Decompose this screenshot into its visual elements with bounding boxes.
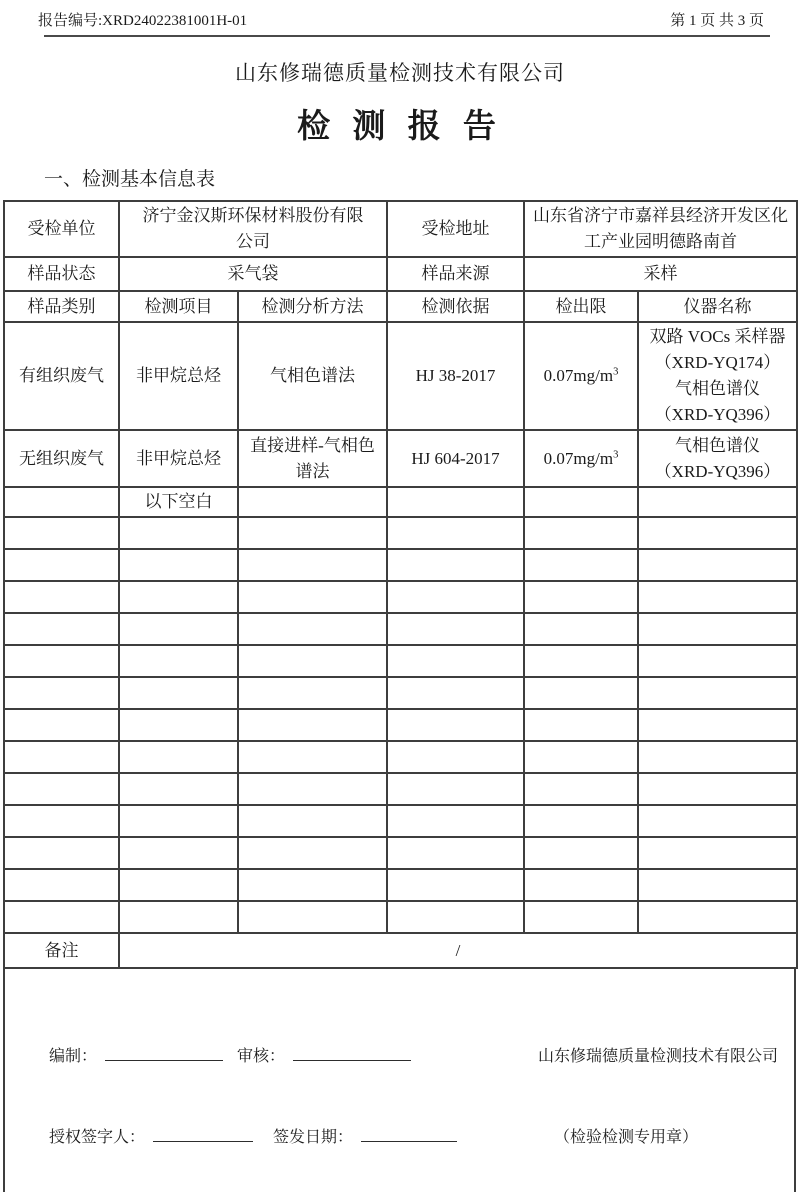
empty-cell: [638, 645, 797, 677]
empty-cell: [119, 837, 238, 869]
empty-table-row: [4, 677, 797, 709]
empty-cell: [4, 549, 119, 581]
empty-cell: [4, 487, 119, 517]
sample-source-value: 采样: [524, 257, 797, 291]
remark-value: /: [119, 933, 797, 968]
cell-category: 无组织废气: [4, 430, 119, 487]
empty-table-row: [4, 613, 797, 645]
inspected-address-value: 山东省济宁市嘉祥县经济开发区化工产业园明德路南首: [524, 201, 797, 257]
empty-cell: [387, 773, 524, 805]
blank-note-row: [4, 487, 797, 517]
empty-cell: [524, 549, 638, 581]
empty-cell: [387, 869, 524, 901]
empty-table-row: [4, 837, 797, 869]
inspected-address-label: 受检地址: [387, 201, 524, 257]
issue-date-label: 签发日期：: [273, 1129, 354, 1146]
cell-detection-limit: $0.07mg/m^3$: [524, 322, 638, 430]
info-table-body: [4, 201, 797, 968]
empty-cell: [638, 805, 797, 837]
sample-state-row: [4, 257, 797, 291]
empty-cell: [638, 837, 797, 869]
empty-cell: [638, 901, 797, 933]
header-test-basis: 检测依据: [387, 291, 524, 322]
empty-cell: [238, 805, 387, 837]
header-test-item: 检测项目: [119, 291, 238, 322]
empty-cell: [238, 581, 387, 613]
empty-cell: [524, 487, 638, 517]
review-label: 审核：: [237, 1048, 286, 1065]
empty-cell: [387, 677, 524, 709]
sample-state-value: 采气袋: [119, 257, 387, 291]
empty-cell: [387, 487, 524, 517]
company-name: 山东修瑞德质量检测技术有限公司: [235, 61, 565, 85]
empty-cell: [119, 901, 238, 933]
empty-cell: [638, 709, 797, 741]
empty-table-row: [4, 773, 797, 805]
empty-cell: [638, 869, 797, 901]
empty-cell: [524, 805, 638, 837]
signature-footer: [3, 969, 796, 1192]
empty-cell: [238, 549, 387, 581]
empty-cell: [524, 645, 638, 677]
sign-row-2: [49, 1124, 778, 1147]
empty-cell: [4, 581, 119, 613]
empty-cell: [238, 677, 387, 709]
inspected-unit-label: 受检单位: [4, 201, 119, 257]
empty-table-row: [4, 901, 797, 933]
empty-cell: [387, 613, 524, 645]
empty-cell: [387, 901, 524, 933]
cell-item: 非甲烷总烃: [119, 430, 238, 487]
empty-cell: [119, 741, 238, 773]
sample-source-label: 样品来源: [387, 257, 524, 291]
header-detection-limit: 检出限: [524, 291, 638, 322]
empty-cell: [524, 837, 638, 869]
empty-cell: [387, 517, 524, 549]
issue-date-line: [361, 1127, 457, 1142]
empty-cell: [524, 869, 638, 901]
section-title: 一、检测基本信息表: [44, 169, 216, 190]
header-rule: [44, 35, 770, 37]
empty-cell: [4, 901, 119, 933]
empty-cell: [638, 773, 797, 805]
empty-table-row: [4, 645, 797, 677]
cell-instrument: 气相色谱仪 （XRD-YQ396）: [638, 430, 797, 487]
page-header: [0, 0, 800, 30]
cell-instrument: 双路 VOCs 采样器 （XRD-YQ174） 气相色谱仪 （XRD-YQ396）: [638, 322, 797, 430]
empty-cell: [238, 517, 387, 549]
empty-cell: [238, 709, 387, 741]
empty-cell: [119, 613, 238, 645]
empty-cell: [4, 645, 119, 677]
empty-table-row: [4, 709, 797, 741]
empty-cell: [524, 613, 638, 645]
cell-basis: HJ 38-2017: [387, 322, 524, 430]
header-instrument-name: 仪器名称: [638, 291, 797, 322]
report-number: 报告编号:XRD24022381001H-01: [38, 13, 248, 29]
empty-table-row: [4, 581, 797, 613]
empty-cell: [119, 709, 238, 741]
remark-label: 备注: [4, 933, 119, 968]
empty-cell: [524, 677, 638, 709]
empty-cell: [238, 837, 387, 869]
cell-basis: HJ 604-2017: [387, 430, 524, 487]
inspected-unit-row: [4, 201, 797, 257]
empty-cell: [119, 581, 238, 613]
empty-cell: [4, 869, 119, 901]
empty-cell: [638, 549, 797, 581]
empty-cell: [638, 581, 797, 613]
prepared-label: 编制：: [49, 1048, 98, 1065]
empty-cell: [4, 677, 119, 709]
review-signature-line: [293, 1046, 411, 1061]
empty-cell: [638, 741, 797, 773]
empty-cell: [638, 487, 797, 517]
empty-cell: [638, 613, 797, 645]
empty-cell: [4, 613, 119, 645]
empty-table-row: [4, 549, 797, 581]
empty-cell: [119, 645, 238, 677]
cell-item: 非甲烷总烃: [119, 322, 238, 430]
empty-cell: [238, 487, 387, 517]
sample-state-label: 样品状态: [4, 257, 119, 291]
cell-method: 直接进样-气相色谱法: [238, 430, 387, 487]
data-row-organized-gas: [4, 322, 797, 430]
empty-cell: [4, 773, 119, 805]
empty-cell: [524, 581, 638, 613]
report-title: 检 测 报 告: [297, 109, 503, 145]
prepared-signature-line: [105, 1046, 223, 1061]
info-table: [3, 200, 798, 969]
empty-cell: [238, 613, 387, 645]
empty-cell: [119, 517, 238, 549]
empty-cell: [4, 741, 119, 773]
empty-cell: [119, 773, 238, 805]
empty-cell: [238, 741, 387, 773]
empty-cell: [387, 645, 524, 677]
empty-table-row: [4, 517, 797, 549]
empty-cell: [119, 677, 238, 709]
empty-cell: [524, 709, 638, 741]
empty-cell: [387, 709, 524, 741]
empty-cell: [387, 805, 524, 837]
column-header-row: [4, 291, 797, 322]
cell-method: 气相色谱法: [238, 322, 387, 430]
page-number: 第 1 页 共 3 页: [670, 13, 764, 29]
empty-cell: [524, 517, 638, 549]
empty-cell: [524, 901, 638, 933]
empty-cell: [238, 901, 387, 933]
footer-company-name: 山东修瑞德质量检测技术有限公司: [537, 1048, 778, 1065]
empty-cell: [524, 773, 638, 805]
empty-cell: [4, 709, 119, 741]
empty-cell: [4, 517, 119, 549]
authorized-signer-line: [153, 1127, 253, 1142]
data-row-unorganized-gas: [4, 430, 797, 487]
empty-cell: [238, 869, 387, 901]
empty-cell: [638, 517, 797, 549]
empty-cell: [4, 837, 119, 869]
empty-cell: [238, 645, 387, 677]
empty-cell: [119, 805, 238, 837]
empty-cell: [387, 581, 524, 613]
empty-cell: [387, 837, 524, 869]
authorized-signer-label: 授权签字人：: [49, 1129, 146, 1146]
empty-table-row: [4, 869, 797, 901]
cell-detection-limit: $0.07mg/m^3$: [524, 430, 638, 487]
empty-cell: [238, 773, 387, 805]
empty-cell: [387, 549, 524, 581]
empty-cell: [4, 805, 119, 837]
cell-category: 有组织废气: [4, 322, 119, 430]
empty-cell: [387, 741, 524, 773]
remark-row: [4, 933, 797, 968]
seal-note: （检验检测专用章）: [553, 1129, 698, 1146]
header-analysis-method: 检测分析方法: [238, 291, 387, 322]
empty-cell: [119, 869, 238, 901]
empty-cell: [638, 677, 797, 709]
blank-note: 以下空白: [119, 487, 238, 517]
header-sample-category: 样品类别: [4, 291, 119, 322]
empty-cell: [524, 741, 638, 773]
empty-cell: [119, 549, 238, 581]
empty-table-row: [4, 741, 797, 773]
empty-table-row: [4, 805, 797, 837]
inspected-unit-value: 济宁金汉斯环保材料股份有限公司: [119, 201, 387, 257]
sign-row-1: [49, 1043, 778, 1066]
